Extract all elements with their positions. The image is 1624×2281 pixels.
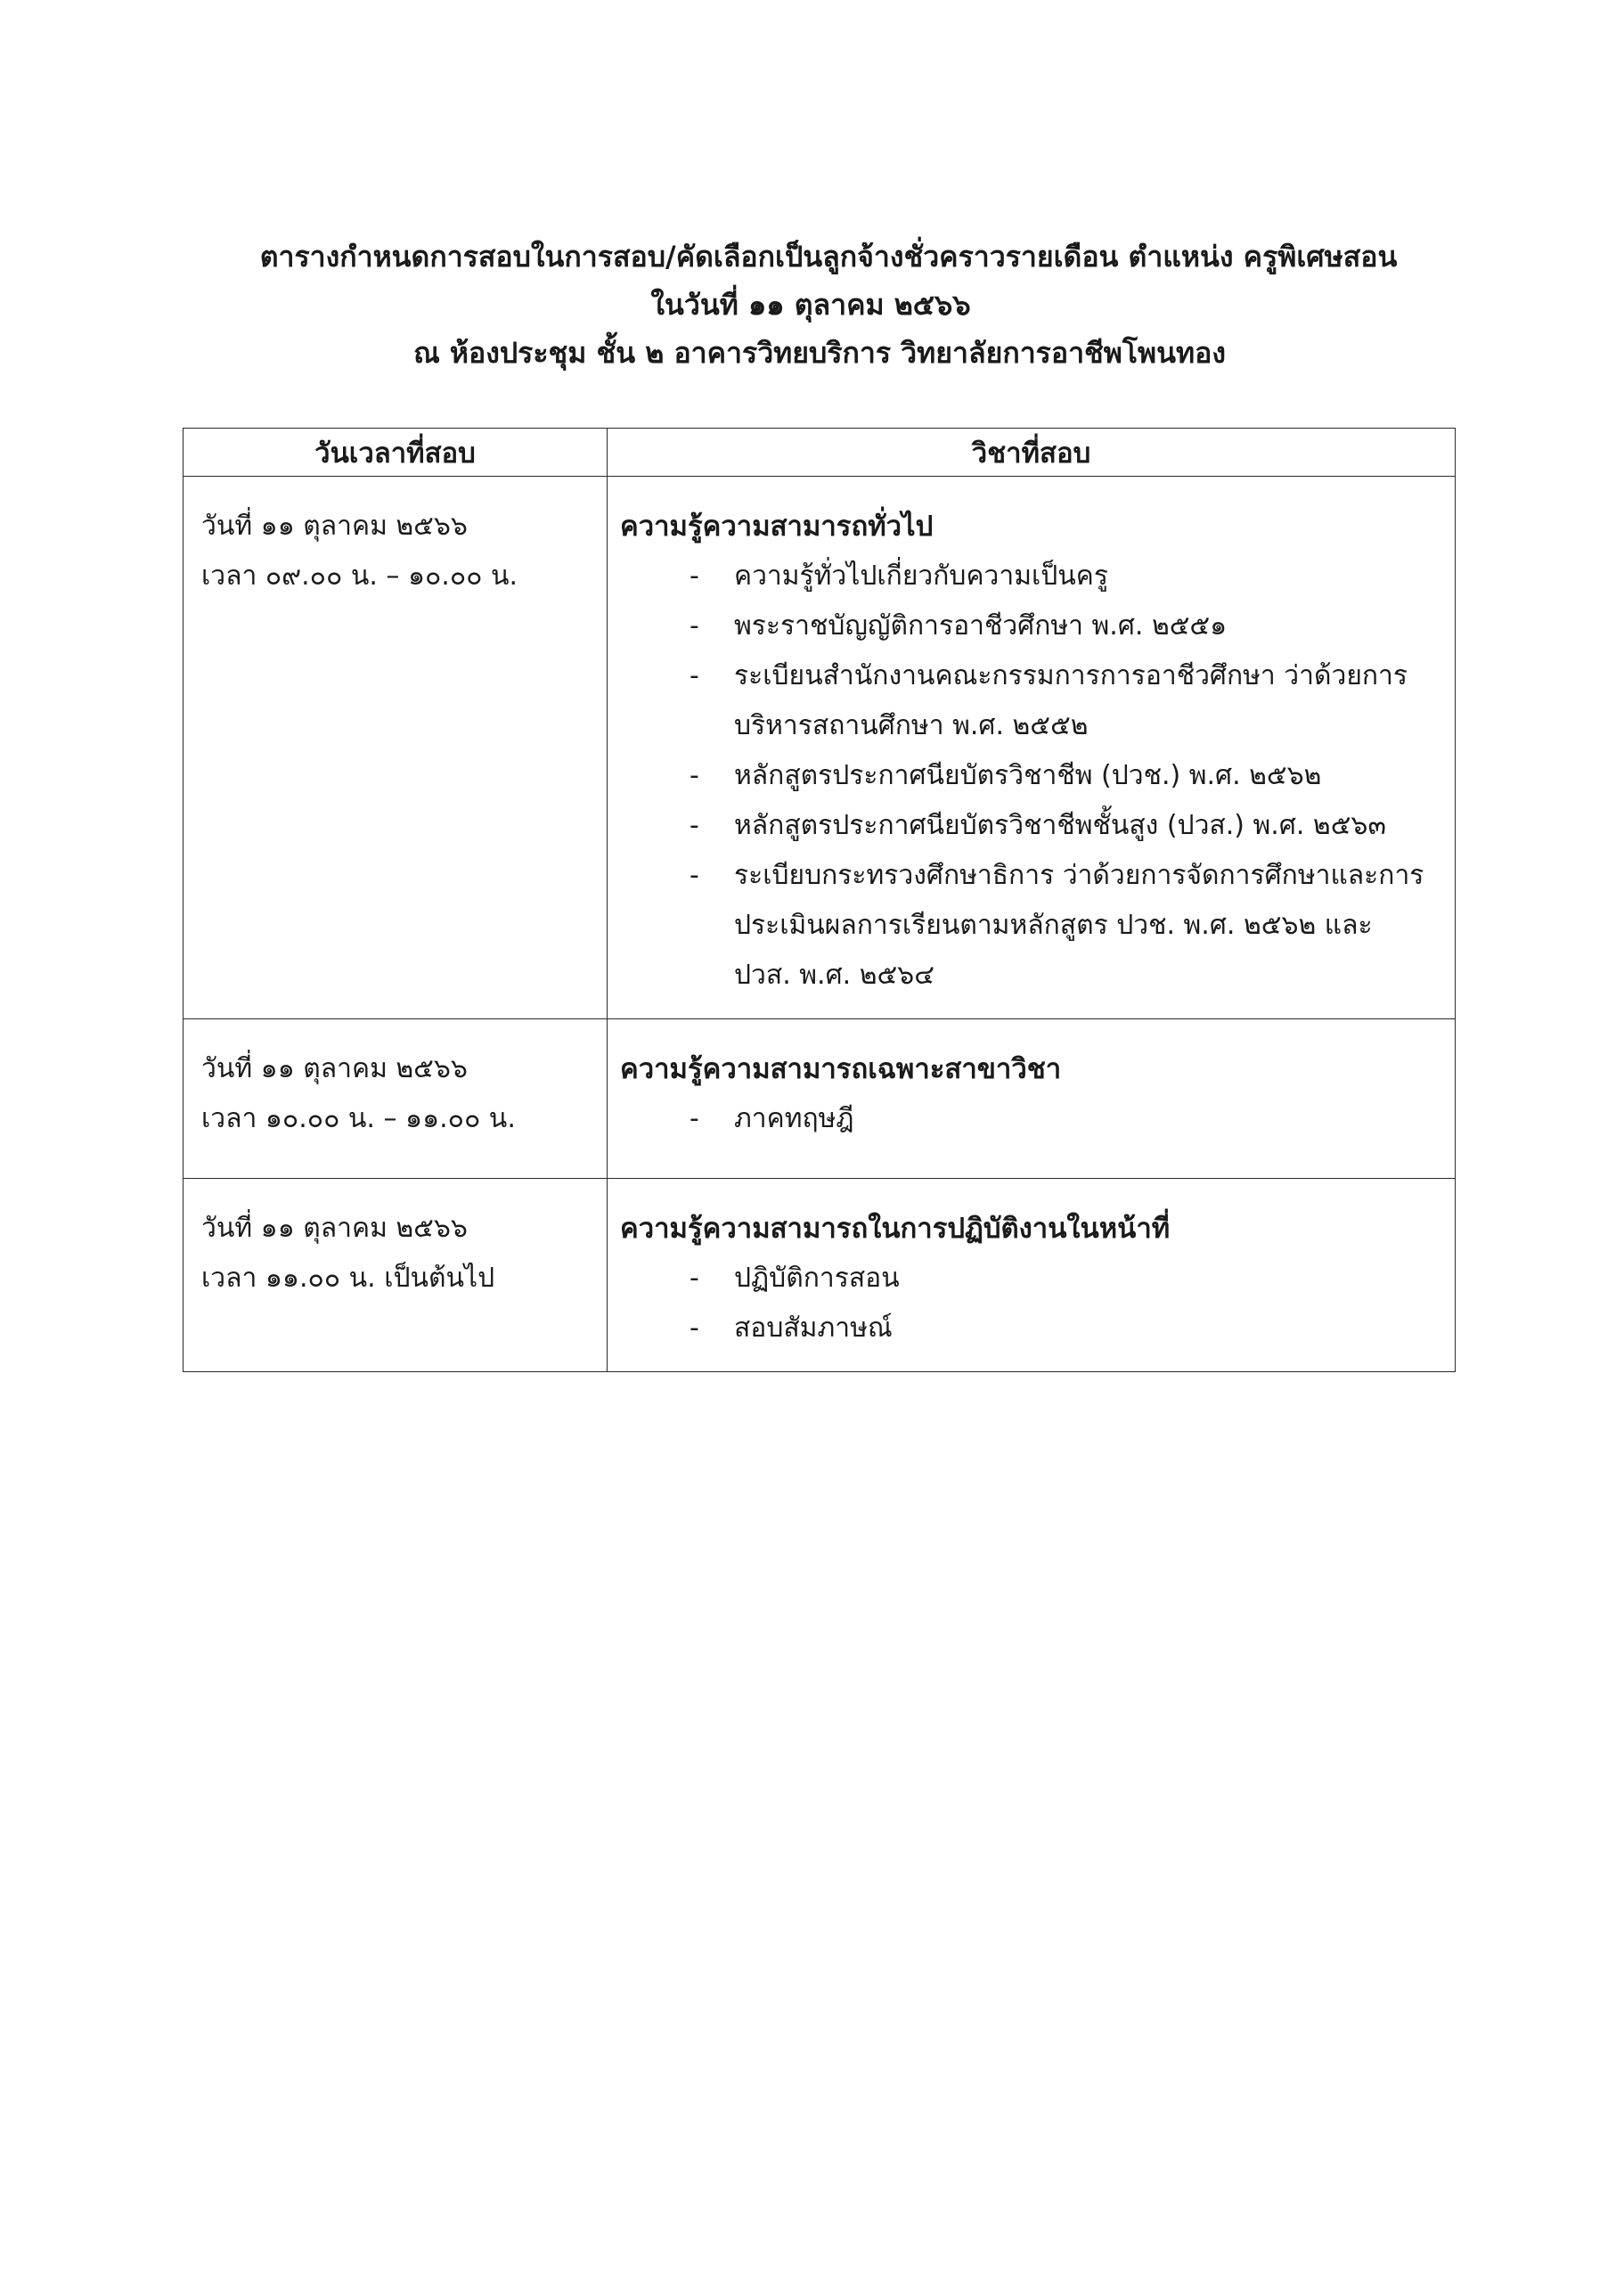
subject-heading: ความรู้ความสามารถทั่วไป: [620, 511, 934, 543]
date-time-cell: [184, 1179, 608, 1372]
date-time-cell: [184, 1019, 608, 1179]
document-date-line: ในวันที่ ๑๑ ตุลาคม ๒๕๖๖: [650, 288, 971, 322]
table-row: [184, 1179, 1456, 1372]
header-date-time: วันเวลาที่สอบ: [184, 429, 608, 477]
list-item: - ปฏิบัติการสอน: [620, 1254, 1437, 1304]
table-row: [184, 1019, 1456, 1179]
subject-heading: ความรู้ความสามารถเฉพาะสาขาวิชา: [620, 1053, 1062, 1085]
date-time-cell: [184, 477, 608, 1019]
list-item: - สอบสัมภาษณ์: [620, 1304, 1437, 1353]
subject-item-list: [620, 1094, 1437, 1144]
table-header-row: [184, 429, 1456, 477]
document-venue-line: ณ ห้องประชุม ชั้น ๒ อาคารวิทยบริการ วิทยาลัยการอาชีพโพนทอง: [413, 336, 1226, 370]
list-item: - พระราชบัญญัติการอาชีวศึกษา พ.ศ. ๒๕๕๑: [620, 601, 1437, 651]
exam-date: วันที่ ๑๑ ตุลาคม ๒๕๖๖: [201, 511, 468, 542]
subject-item-list: [620, 1254, 1437, 1353]
header-subject: วิชาที่สอบ: [608, 429, 1456, 477]
exam-time: เวลา ๐๙.๐๐ น. – ๑๐.๐๐ น.: [201, 560, 518, 592]
exam-date: วันที่ ๑๑ ตุลาคม ๒๕๖๖: [201, 1053, 468, 1084]
subject-heading: ความรู้ความสามารถในการปฏิบัติงานในหน้าที่: [620, 1213, 1171, 1245]
list-item: - ระเบียนสำนักงานคณะกรรมการการอาชีวศึกษา ว่าด้วยการบริหารสถานศึกษา พ.ศ. ๒๕๕๒: [620, 651, 1437, 751]
list-item: - หลักสูตรประกาศนียบัตรวิชาชีพ (ปวช.) พ.ศ. ๒๕๖๒: [620, 751, 1437, 801]
document-title: ตารางกำหนดการสอบในการสอบ/คัดเลือกเป็นลูกจ้างชั่วคราวรายเดือน ตำแหน่ง ครูพิเศษสอน: [259, 240, 1398, 274]
list-item: - ความรู้ทั่วไปเกี่ยวกับความเป็นครู: [620, 552, 1437, 601]
exam-time: เวลา ๑๑.๐๐ น. เป็นต้นไป: [201, 1263, 495, 1294]
list-item: - หลักสูตรประกาศนียบัตรวิชาชีพชั้นสูง (ปวส.) พ.ศ. ๒๕๖๓: [620, 801, 1437, 851]
subject-cell: [608, 1179, 1456, 1372]
subject-cell: [608, 477, 1456, 1019]
exam-schedule-table: [183, 428, 1456, 1372]
exam-date: วันที่ ๑๑ ตุลาคม ๒๕๖๖: [201, 1213, 468, 1244]
exam-time: เวลา ๑๐.๐๐ น. – ๑๑.๐๐ น.: [201, 1103, 516, 1134]
table-row: [184, 477, 1456, 1019]
list-item: - ระเบียบกระทรวงศึกษาธิการ ว่าด้วยการจัดการศึกษาและการประเมินผลการเรียนตามหลักสูตร ปวช. พ.ศ. ๒๕๖๒ และ ปวส. พ.ศ. ๒๕๖๔: [620, 851, 1437, 1001]
list-item: - ภาคทฤษฎี: [620, 1094, 1437, 1144]
subject-item-list: [620, 552, 1437, 1001]
subject-cell: [608, 1019, 1456, 1179]
